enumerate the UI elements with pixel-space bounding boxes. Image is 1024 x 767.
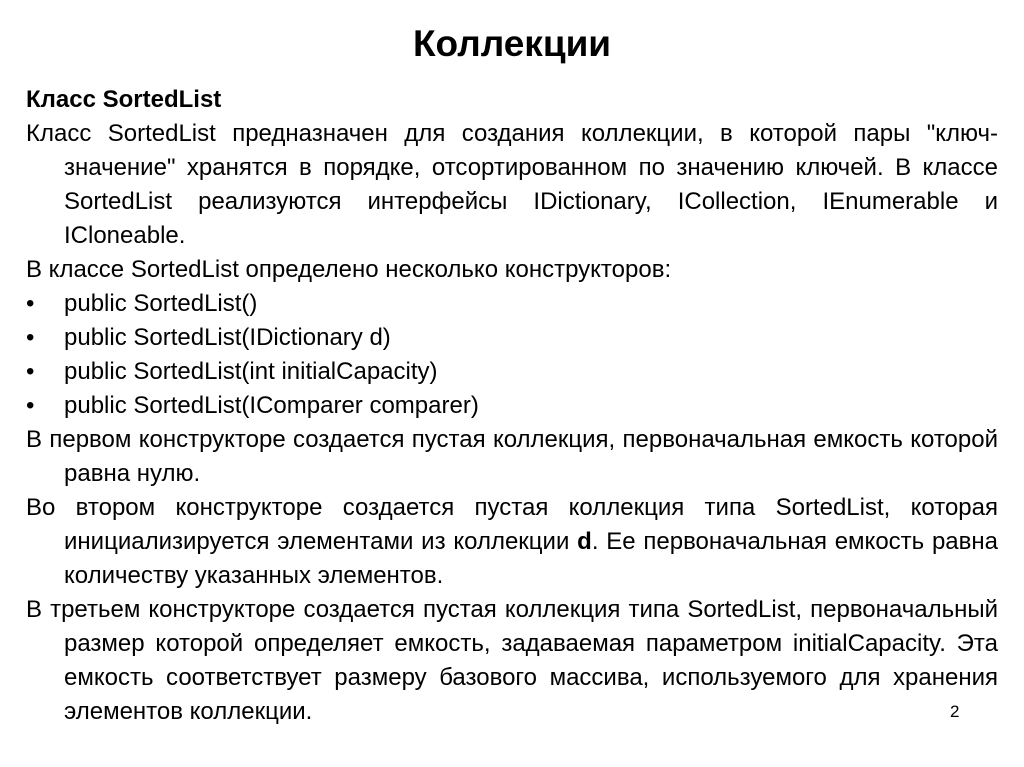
constructor-signature: public SortedList(int initialCapacity) [64, 358, 438, 385]
bullet-icon: • [26, 290, 35, 317]
section-subtitle: Класс SortedList [26, 86, 222, 113]
intro-paragraph: Класс SortedList предназначен для создания коллекции, в которой пары "ключ-значение" хранятся в порядке, отсортированном по значению ключей. В классе SortedList реализуются интерфейсы IDictionary, ICollection, IEnumerable и ICloneable. [26, 120, 998, 249]
first-constructor-paragraph: В первом конструкторе создается пустая коллекция, первоначальная емкость которой равна нулю. [26, 426, 998, 487]
parameter-name: d [577, 528, 592, 555]
second-paragraph-text-b: . Ее первоначальная емкость равна количеству указанных элементов. [64, 528, 998, 589]
bullet-icon: • [26, 392, 35, 419]
bullet-item [26, 389, 998, 423]
slide-content [26, 83, 998, 729]
page-number: 2 [950, 702, 960, 721]
constructor-signature: public SortedList(IComparer comparer) [64, 392, 479, 419]
constructors-heading: В классе SortedList определено несколько конструкторов: [26, 256, 672, 283]
bullet-item [26, 355, 998, 389]
bullet-icon: • [26, 358, 35, 385]
third-constructor-paragraph: В третьем конструкторе создается пустая коллекция типа SortedList, первоначальный размер которой определяет емкость, задаваемая параметром initialCapacity. Эта емкость соответствует размеру базового массива, используемого для хранения элементов коллекции. [26, 596, 998, 725]
second-constructor-paragraph [26, 491, 998, 593]
bullet-item [26, 287, 998, 321]
second-paragraph-text-a: Во втором конструкторе создается пустая коллекция типа SortedList, которая инициализируется элементами из коллекции [26, 494, 998, 555]
slide-title: Коллекции [412, 23, 612, 64]
constructor-signature: public SortedList(IDictionary d) [64, 324, 391, 351]
bullet-item [26, 321, 998, 355]
constructor-signature: public SortedList() [64, 290, 258, 317]
bullet-icon: • [26, 324, 35, 351]
